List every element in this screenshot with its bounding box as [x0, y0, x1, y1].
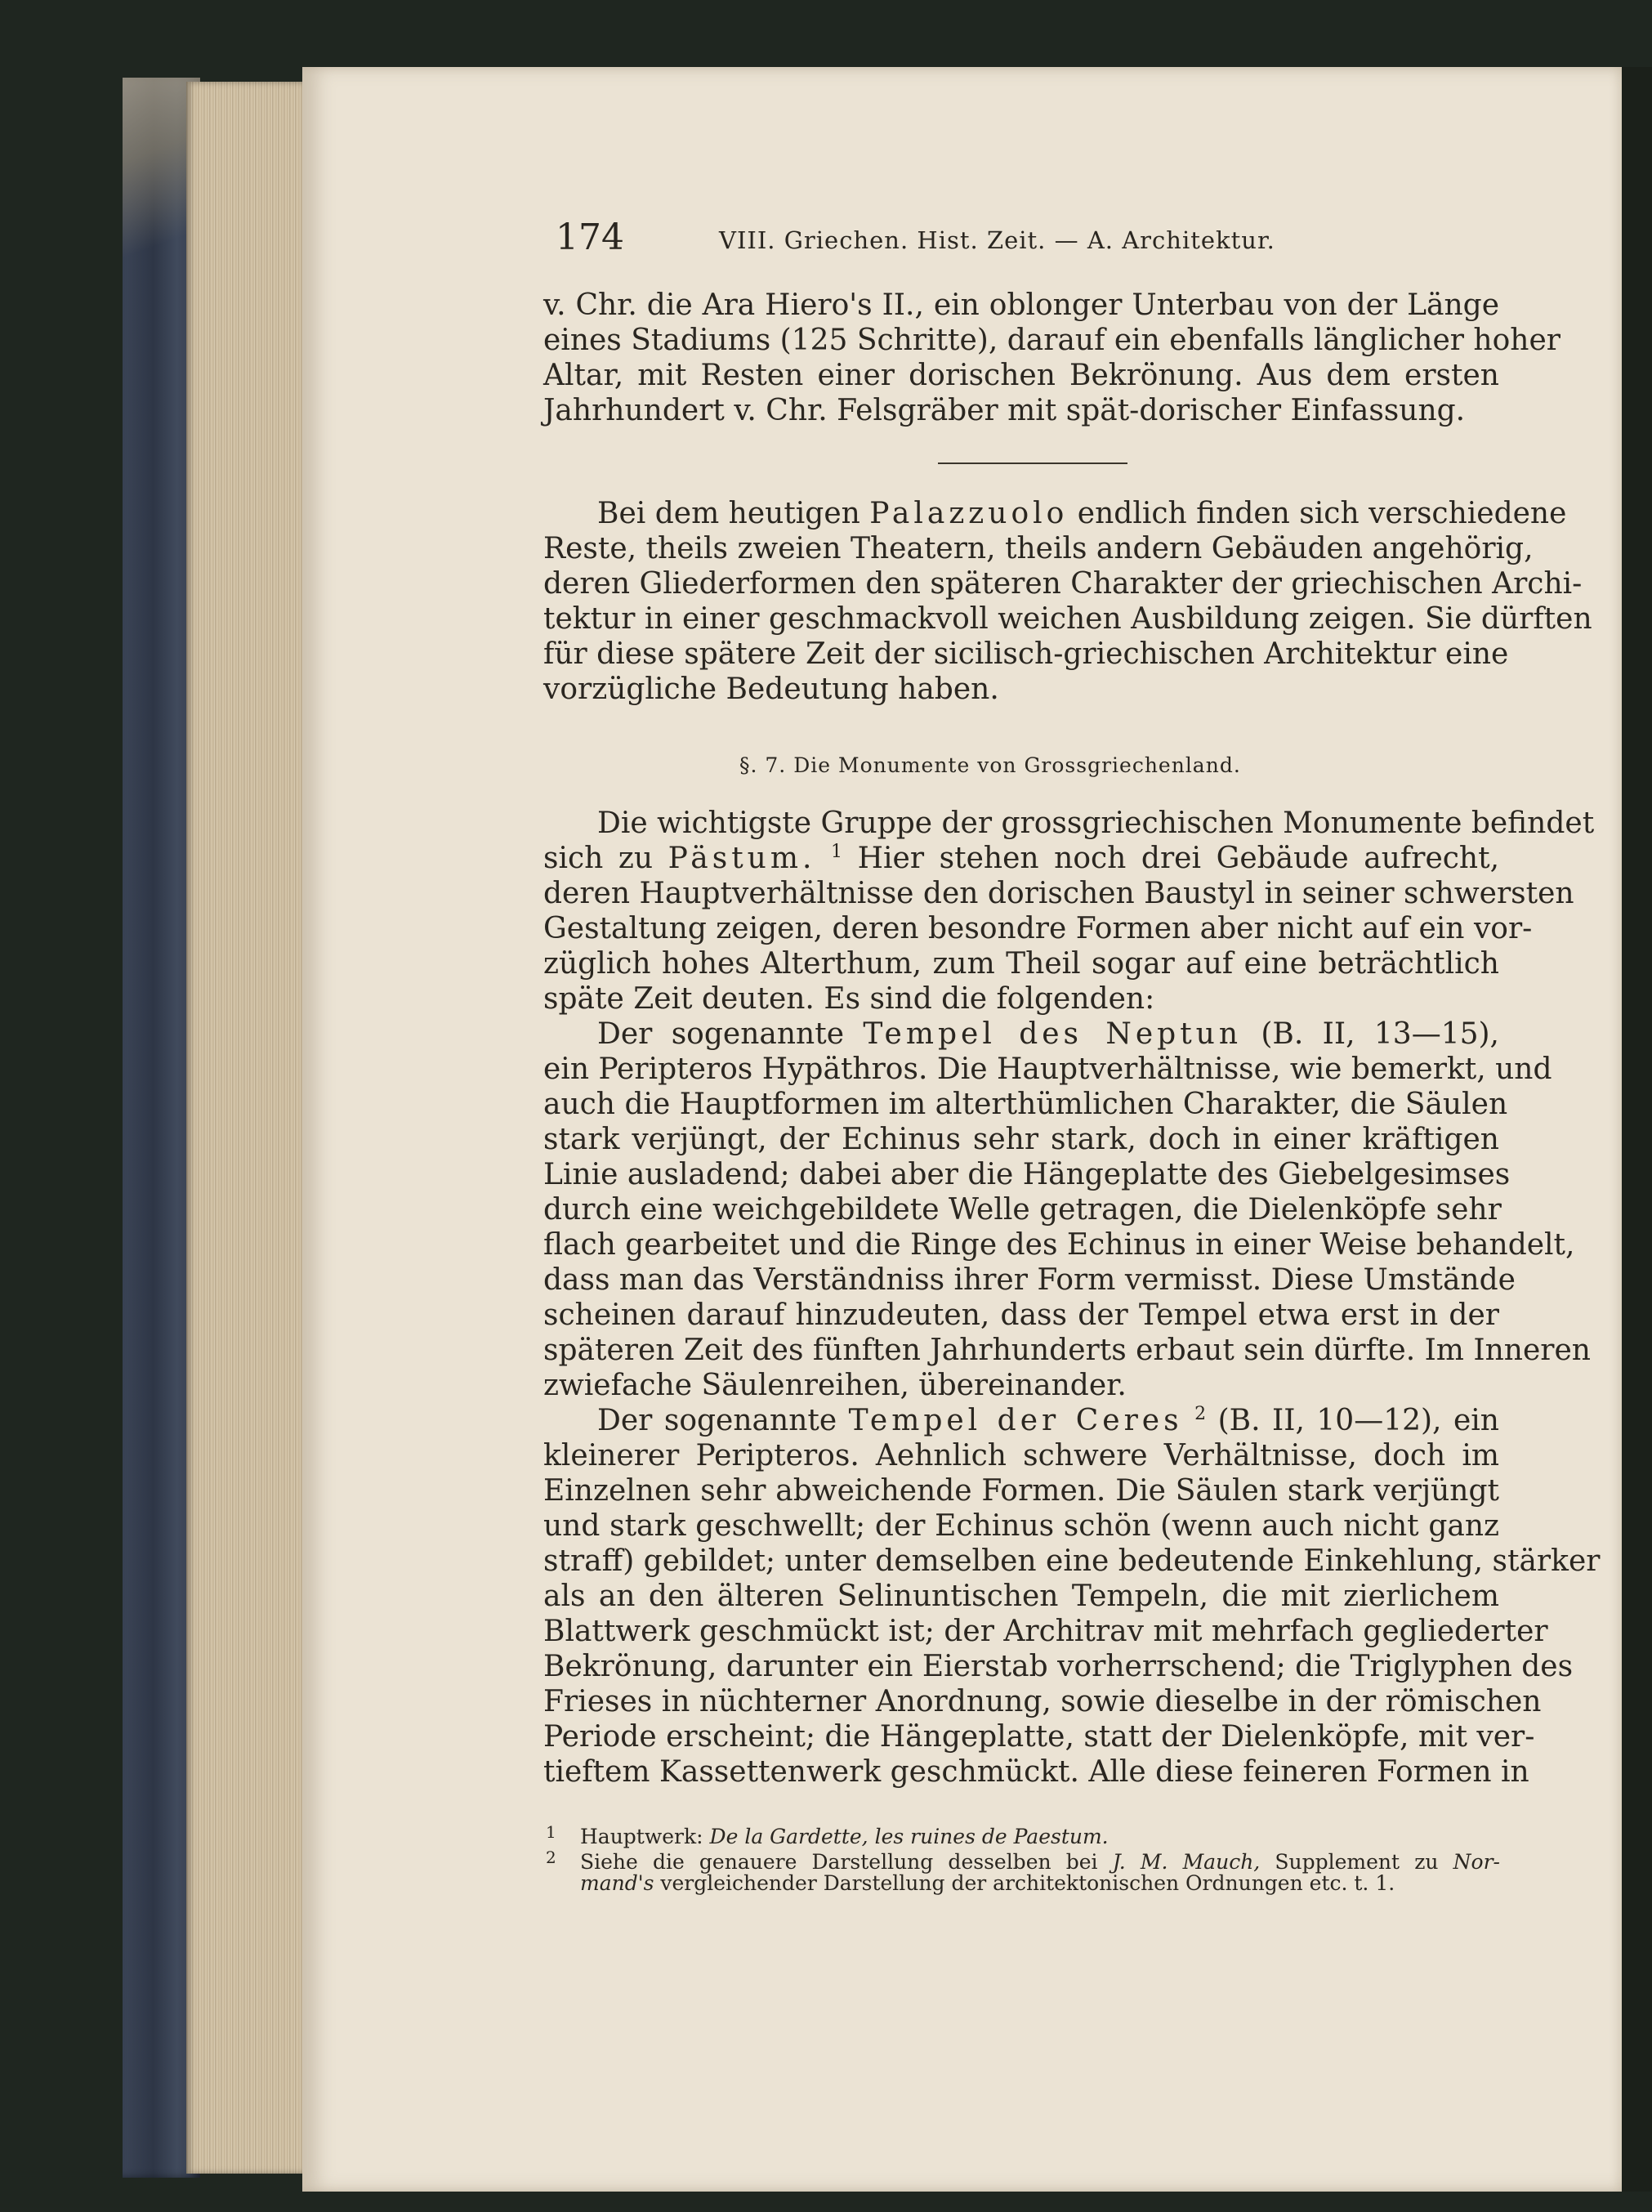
text-line: ein Peripteros Hypäthros. Die Hauptverhältnisse, wie bemerkt, und [543, 1052, 1552, 1086]
footnote-2-cont [546, 1870, 1500, 1896]
text-run: (B. II, 13—15), [1261, 1017, 1499, 1051]
text-line: flach gearbeitet und die Ringe des Echinus in einer Weise behandelt, [543, 1228, 1575, 1262]
section-divider [938, 463, 1127, 464]
text-run: Die wichtigste Gruppe der grossgriechischen Monumente befindet [597, 807, 1595, 840]
text-line: deren Gliederformen den späteren Charakter der griechischen Archi- [543, 567, 1583, 601]
spaced-term: Pästum. [667, 842, 816, 875]
spaced-term: Tempel der Ceres [848, 1404, 1183, 1437]
text-run: sich zu [543, 842, 654, 875]
text-line: als an den älteren Selinuntischen Tempeln, die mit zierlichem [543, 1580, 1499, 1613]
text-run: Der sogenannte [597, 1404, 837, 1437]
text-line: straff) gebildet; unter demselben eine bedeutende Einkehlung, stärker [543, 1544, 1601, 1578]
text-line [543, 1403, 1499, 1438]
footnote-author: mand's [580, 1871, 654, 1895]
paragraph-paestum [543, 806, 1601, 1790]
running-head-title: VIII. Griechen. Hist. Zeit. — A. Architektur. [719, 226, 1275, 254]
text-line: deren Hauptverhältnisse den dorischen Baustyl in seiner schwersten [543, 877, 1574, 910]
text-line: und stark geschwellt; der Echinus schön (wenn auch nicht ganz [543, 1509, 1499, 1543]
text-line: Reste, theils zweien Theatern, theils andern Gebäuden angehörig, [543, 532, 1534, 565]
text-line: Bekrönung, darunter ein Eierstab vorherrschend; die Triglyphen des [543, 1650, 1574, 1683]
text-line: kleinerer Peripteros. Aehnlich schwere Verhältnisse, doch im [543, 1439, 1499, 1472]
text-line: späte Zeit deuten. Es sind die folgenden: [543, 982, 1155, 1016]
footnote-text: Supplement zu [1275, 1850, 1439, 1874]
text-line [543, 806, 1595, 841]
text-line: Blattwerk geschmückt ist; der Architrav mit mehrfach gegliederter [543, 1615, 1548, 1648]
text-run: (B. II, 10—12), ein [1217, 1404, 1499, 1437]
spaced-term: Palazzuolo [869, 497, 1069, 530]
spaced-term: Tempel des Neptun [863, 1017, 1243, 1051]
footnote-author: J. M. Mauch, [1112, 1850, 1261, 1874]
text-line: späteren Zeit des fünften Jahrhunderts erbaut sein dürfte. Im Inneren [543, 1334, 1591, 1367]
paragraph-palazzuolo [543, 496, 1592, 707]
text-run: Hier stehen noch drei Gebäude aufrecht, [857, 842, 1500, 875]
footnote-text: vergleichender Darstellung der architektonischen Ordnungen etc. t. 1. [660, 1871, 1395, 1895]
text-line: züglich hohes Alterthum, zum Theil sogar auf eine beträchtlich [543, 947, 1499, 981]
paragraph-ara-hiero [543, 288, 1560, 428]
text-line [543, 841, 1499, 876]
text-line: Altar, mit Resten einer dorischen Bekrönung. Aus dem ersten [543, 359, 1499, 392]
text-line: stark verjüngt, der Echinus sehr stark, doch in einer kräftigen [543, 1123, 1499, 1156]
page-number: 174 [556, 217, 624, 258]
footnote-text: Siehe die genauere Darstellung desselben bei [580, 1850, 1098, 1874]
text-line: Linie ausladend; dabei aber die Hängeplatte des Giebelgesimses [543, 1158, 1511, 1191]
text-line: vorzügliche Bedeutung haben. [543, 673, 999, 706]
scan-border [1622, 67, 1652, 2192]
text-line [543, 1017, 1499, 1052]
text-line: zwiefache Säulenreihen, übereinander. [543, 1369, 1127, 1402]
text-line: auch die Hauptformen im alterthümlichen Charakter, die Säulen [543, 1088, 1508, 1121]
text-line [543, 496, 1567, 531]
text-line: dass man das Verständniss ihrer Form vermisst. Diese Umstände [543, 1263, 1516, 1297]
text-run: Der sogenannte [597, 1017, 844, 1051]
text-line: Periode erscheint; die Hängeplatte, statt der Dielenköpfe, mit ver- [543, 1720, 1535, 1754]
text-run: endlich finden sich verschiedene [1077, 497, 1567, 530]
footnote-label: Hauptwerk: [580, 1825, 703, 1848]
section-heading: §. 7. Die Monumente von Grossgriechenland. [739, 753, 1241, 777]
footnote-ref: 2 [1194, 1404, 1207, 1424]
footnote-1 [546, 1820, 1500, 1848]
text-line: durch eine weichgebildete Welle getragen, die Dielenköpfe sehr [543, 1193, 1502, 1227]
text-line: v. Chr. die Ara Hiero's II., ein oblonger Unterbau von der Länge [543, 288, 1499, 322]
footnote-author: Nor- [1453, 1850, 1500, 1874]
text-line: tieftem Kassettenwerk geschmückt. Alle diese feineren Formen in [543, 1755, 1529, 1789]
text-line: Frieses in nüchterner Anordnung, sowie dieselbe in der römischen [543, 1685, 1542, 1718]
footnote-number: 2 [546, 1848, 556, 1867]
text-line: scheinen darauf hinzudeuten, dass der Tempel etwa erst in der [543, 1298, 1499, 1332]
text-line: Jahrhundert v. Chr. Felsgräber mit spät-dorischer Einfassung. [543, 394, 1466, 427]
text-line: tektur in einer geschmackvoll weichen Ausbildung zeigen. Sie dürften [543, 602, 1592, 636]
footnotes [546, 1820, 1500, 1896]
footnote-number: 1 [546, 1822, 556, 1842]
text-line: Einzelnen sehr abweichende Formen. Die Säulen stark verjüngt [543, 1474, 1499, 1508]
running-head [513, 217, 1526, 266]
text-run: Bei dem heutigen [597, 497, 860, 530]
text-line: Gestaltung zeigen, deren besondre Formen aber nicht auf ein vor- [543, 912, 1533, 945]
text-line: für diese spätere Zeit der sicilisch-griechischen Architektur eine [543, 637, 1509, 671]
footnote-2 [546, 1845, 1500, 1874]
footnote-ref: 1 [831, 842, 843, 862]
page-edges [186, 82, 305, 2174]
text-line: eines Stadiums (125 Schritte), darauf ein ebenfalls länglicher hoher [543, 324, 1560, 357]
footnote-citation: De la Gardette, les ruines de Paestum. [709, 1825, 1109, 1848]
